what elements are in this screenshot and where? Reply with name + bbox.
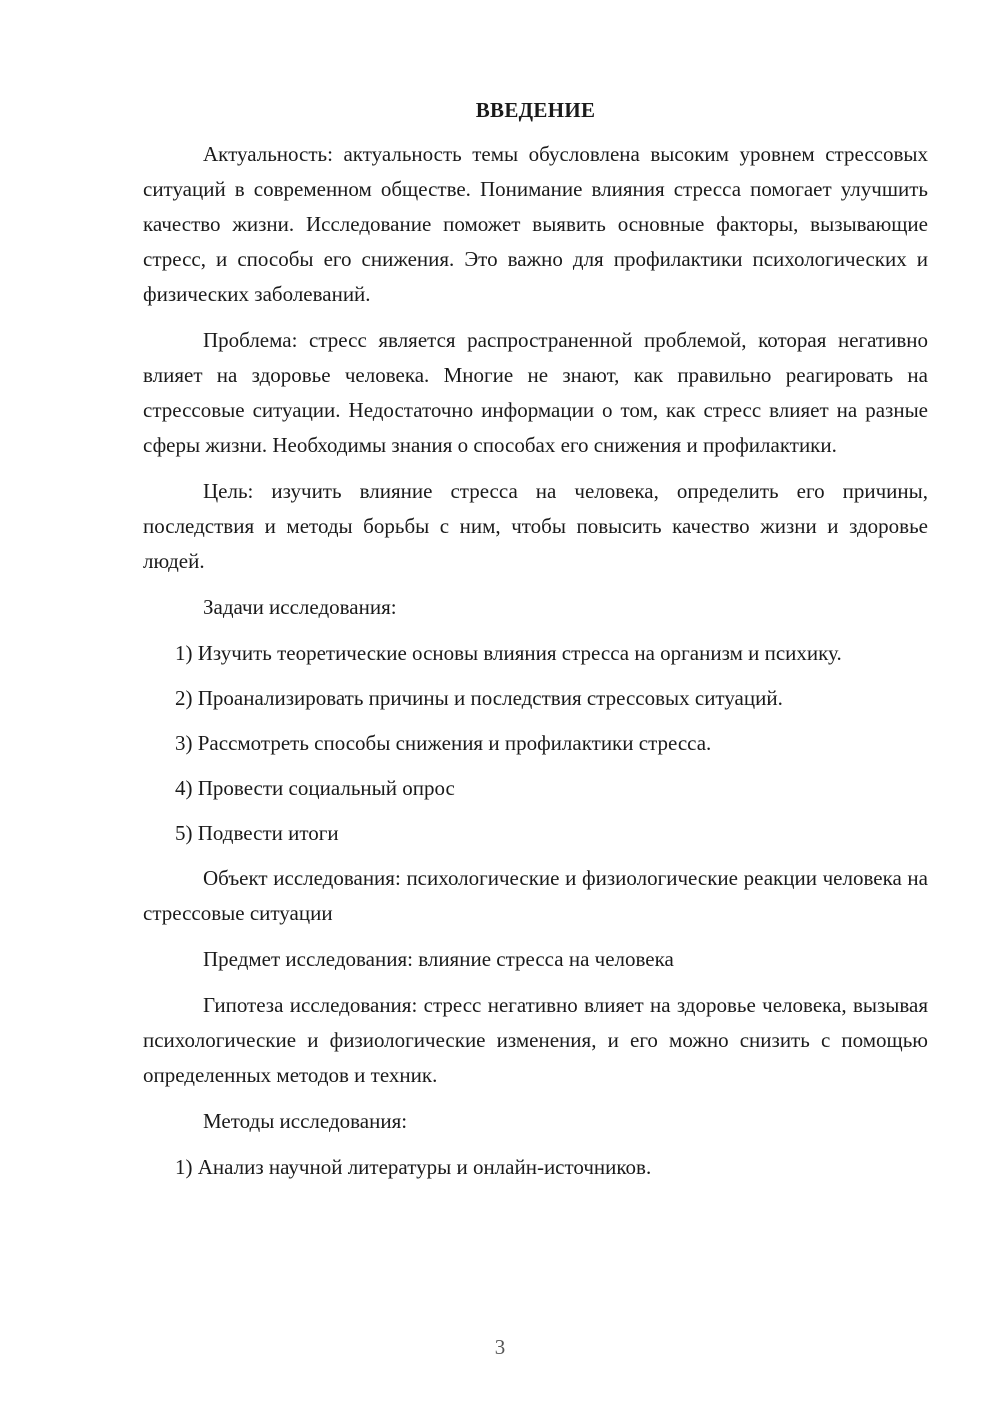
- paragraph-object: Объект исследования: психологические и физиологические реакции человека на стрессовые ситуации: [143, 866, 928, 925]
- page-number: 3: [494, 1335, 506, 1359]
- paragraph-subject: Предмет исследования: влияние стресса на человека: [203, 947, 674, 971]
- task-item: 5) Подвести итоги: [175, 821, 339, 845]
- section-title: ВВЕДЕНИЕ: [475, 98, 596, 122]
- paragraph-hypothesis: Гипотеза исследования: стресс негативно влияет на здоровье человека, вызывая психологические и физиологические изменения, и его можно снизить с помощью определенных методов и техник.: [143, 993, 928, 1087]
- method-item: 1) Анализ научной литературы и онлайн-источников.: [175, 1155, 652, 1179]
- paragraph-problem: Проблема: стресс является распространенной проблемой, которая негативно влияет на здоровье человека. Многие не знают, как правильно реагировать на стрессовые ситуации. Недостаточно информации о том, как стресс влияет на разные сферы жизни. Необходимы знания о способах его снижения и профилактики.: [143, 328, 928, 457]
- paragraph-relevance: Актуальность: актуальность темы обусловлена высоким уровнем стрессовых ситуаций в современном обществе. Понимание влияния стресса помогает улучшить качество жизни. Исследование поможет выявить основные факторы, вызывающие стресс, и способы его снижения. Это важно для профилактики психологических и физических заболеваний.: [143, 142, 928, 306]
- paragraph-goal: Цель: изучить влияние стресса на человека, определить его причины, последствия и методы борьбы с ним, чтобы повысить качество жизни и здоровье людей.: [143, 479, 928, 573]
- task-item: 3) Рассмотреть способы снижения и профилактики стресса.: [175, 731, 712, 755]
- task-item: 4) Провести социальный опрос: [175, 776, 455, 800]
- task-item: 2) Проанализировать причины и последствия стрессовых ситуаций.: [175, 686, 783, 710]
- methods-heading: Методы исследования:: [203, 1109, 408, 1133]
- page-content: [143, 93, 928, 1195]
- tasks-heading: Задачи исследования:: [203, 595, 397, 619]
- task-item: 1) Изучить теоретические основы влияния стресса на организм и психику.: [175, 641, 842, 665]
